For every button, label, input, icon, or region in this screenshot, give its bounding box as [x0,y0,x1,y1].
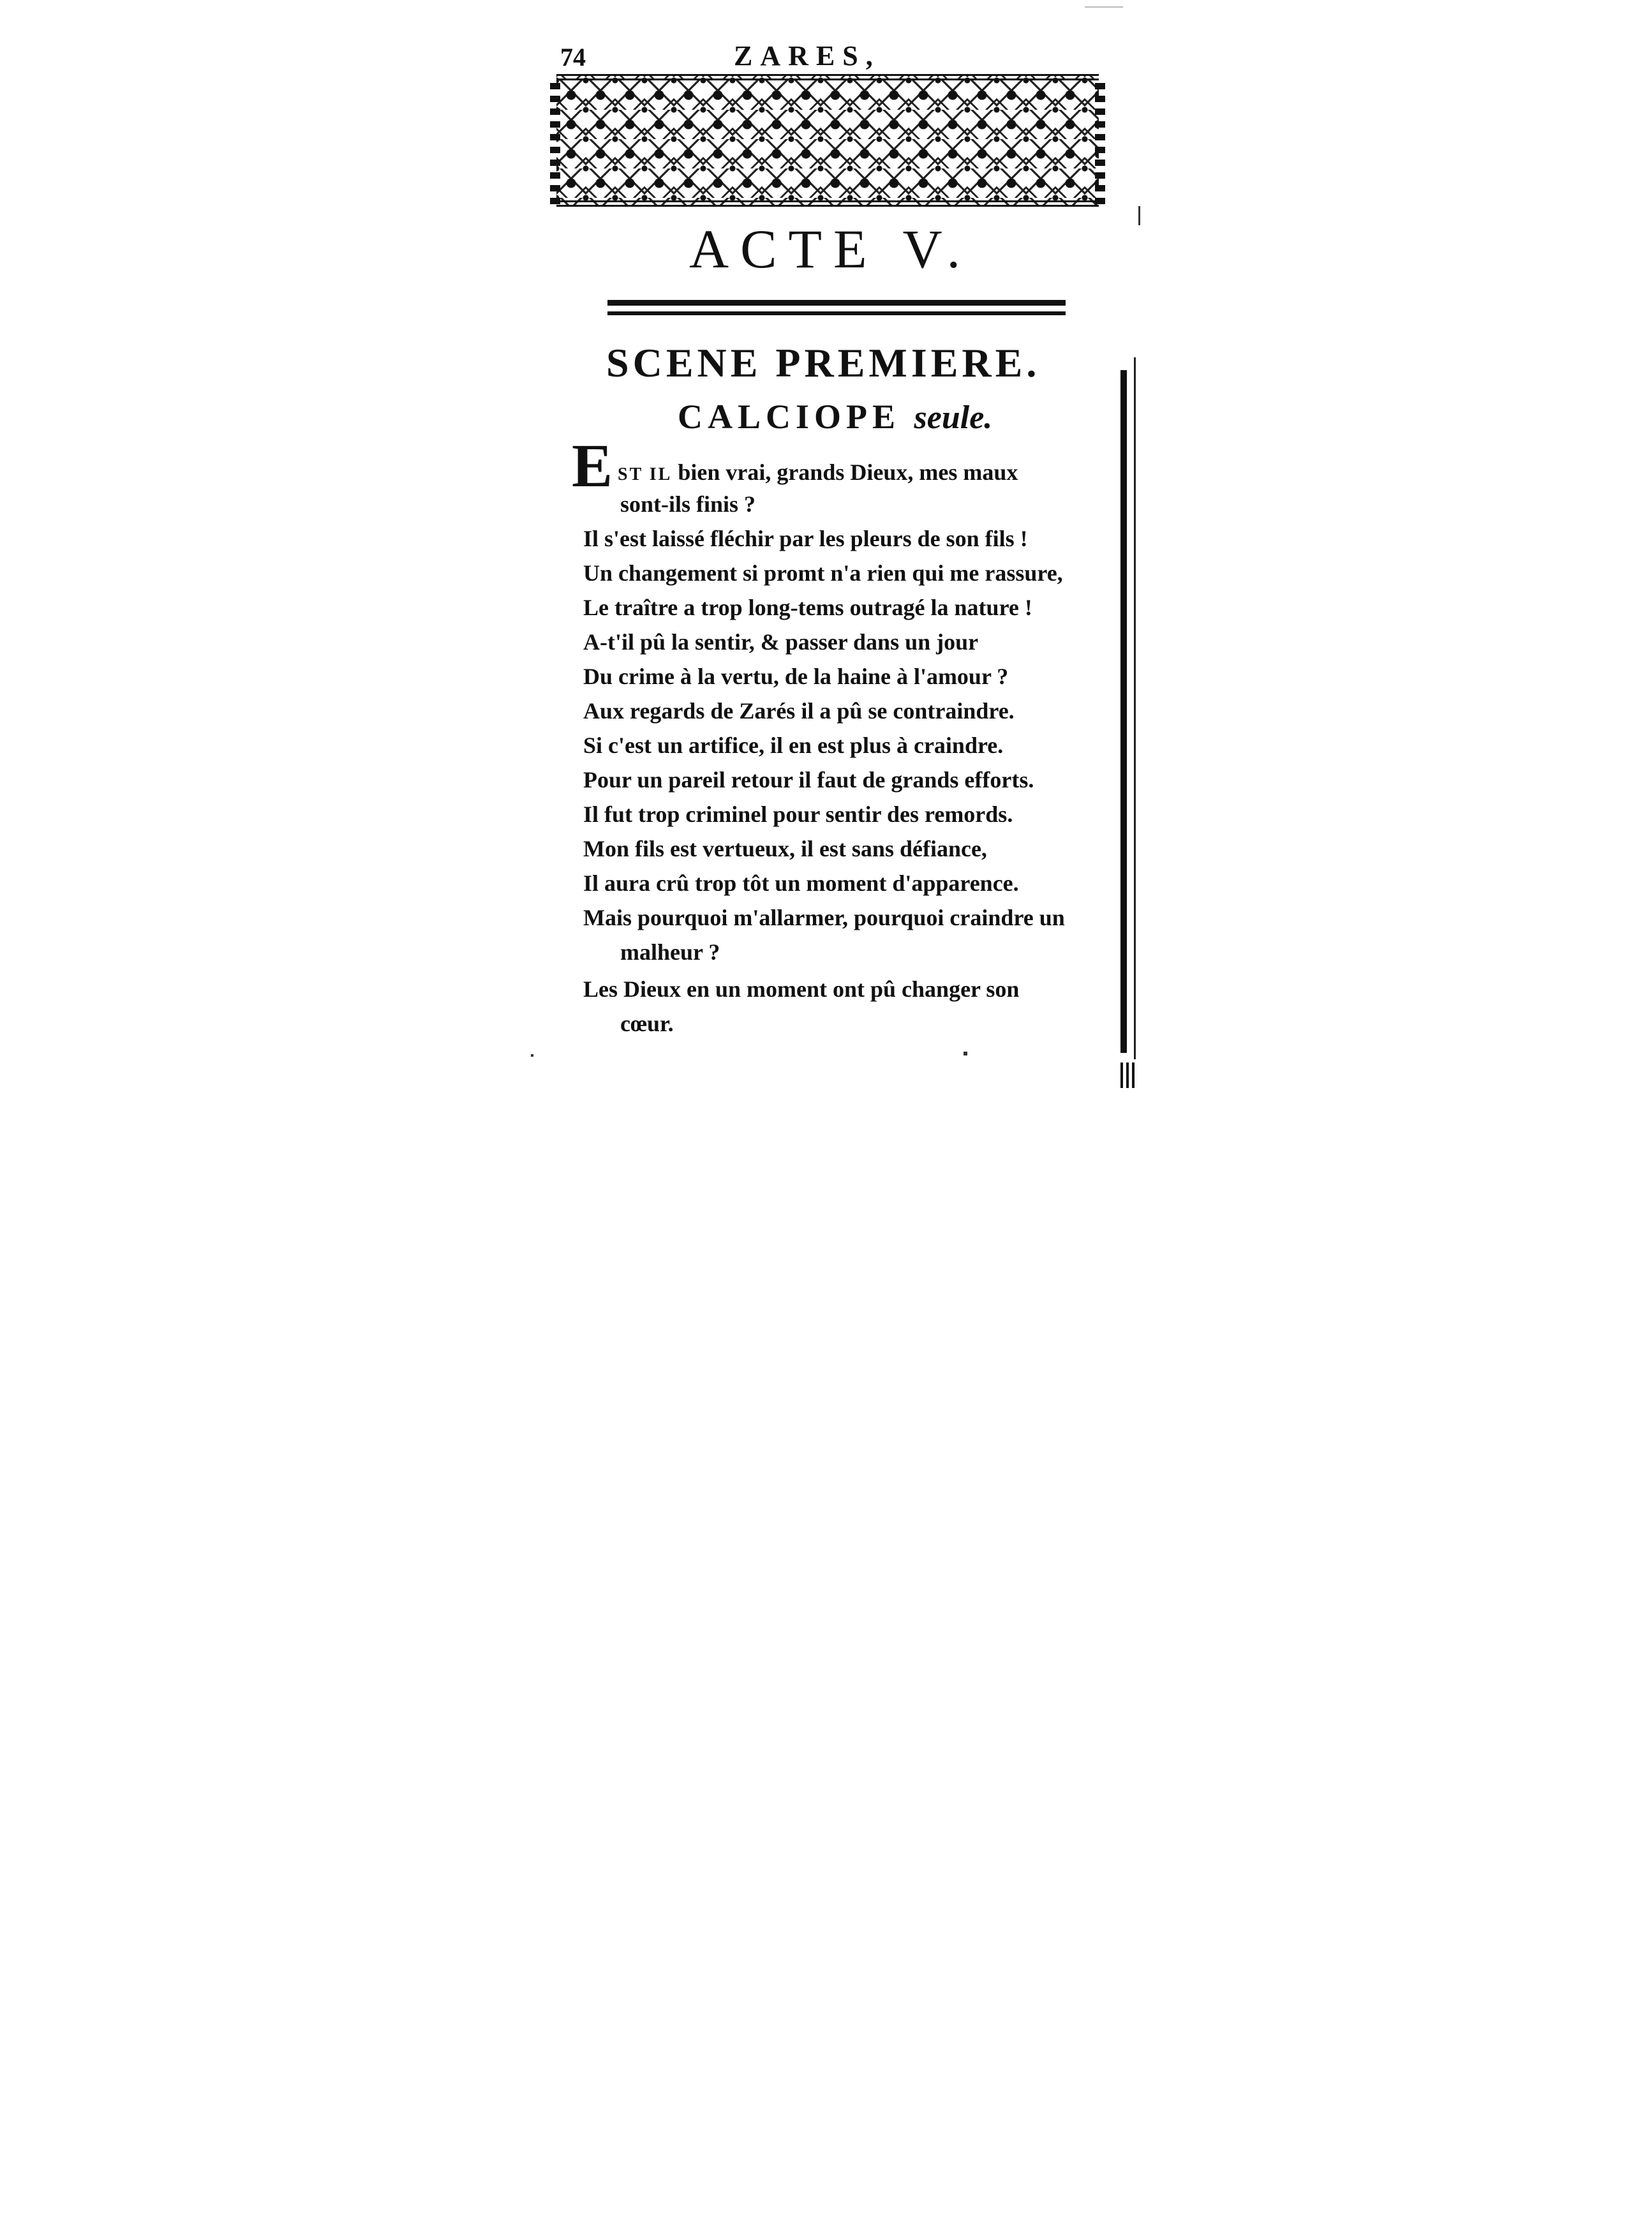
running-title: ZARES, [734,40,881,71]
verse-line: malheur ? [620,939,720,965]
ornament-left-edge [550,83,560,204]
verse-line: Il aura crû trop tôt un moment d'apparence. [583,870,1019,896]
first-line-text: bien vrai, grands Dieux, mes maux [678,459,1018,485]
verse-line: Pour un pareil retour il faut de grands efforts. [583,767,1034,793]
verse-line: Il fut trop criminel pour sentir des remords. [583,801,1013,827]
act-title: ACTE V. [689,218,972,280]
page-edge-line [1134,357,1136,1059]
headpiece-ornament [556,74,1099,207]
page-edge-tail [1120,1062,1137,1088]
verse-line: sont-ils finis ? [620,491,756,517]
scan-speck [964,1052,967,1055]
scan-speck [531,1054,533,1057]
speaker-name: CALCIOPE [678,398,901,436]
verse-line: Un changement si promt n'a rien qui me rassure, [583,560,1063,586]
first-line-small-caps: ST IL [618,465,673,484]
stage-direction: seule. [914,399,993,436]
ornament-right-edge [1095,83,1105,204]
verse-line: A-t'il pû la sentir, & passer dans un jour [583,629,979,655]
speaker-heading [678,397,992,436]
verse-line: Du crime à la vertu, de la haine à l'amour ? [583,664,1009,689]
act-rule [607,300,1066,315]
verse-line: Si c'est un artifice, il en est plus à craindre. [583,733,1004,758]
page-number: 74 [560,43,586,71]
verse-line-first [618,461,1141,484]
verse-line: cœur. [620,1011,674,1036]
page-edge-shadow [1120,370,1127,1053]
scan-speck [1138,206,1140,225]
verse-line: Les Dieux en un moment ont pû changer son [583,976,1020,1002]
scan-speck [1085,6,1123,8]
verse-line: Mon fils est vertueux, il est sans défiance, [583,836,987,861]
verse-line: Aux regards de Zarés il a pû se contraindre. [583,698,1015,724]
verse-line: Il s'est laissé fléchir par les pleurs de son fils ! [583,526,1028,551]
scene-title: SCENE PREMIERE. [606,340,1041,385]
verse-line: Mais pourquoi m'allarmer, pourquoi craindre un [583,905,1065,930]
verse-line: Le traître a trop long-tems outragé la nature ! [583,595,1032,620]
drop-cap: E [572,431,613,500]
